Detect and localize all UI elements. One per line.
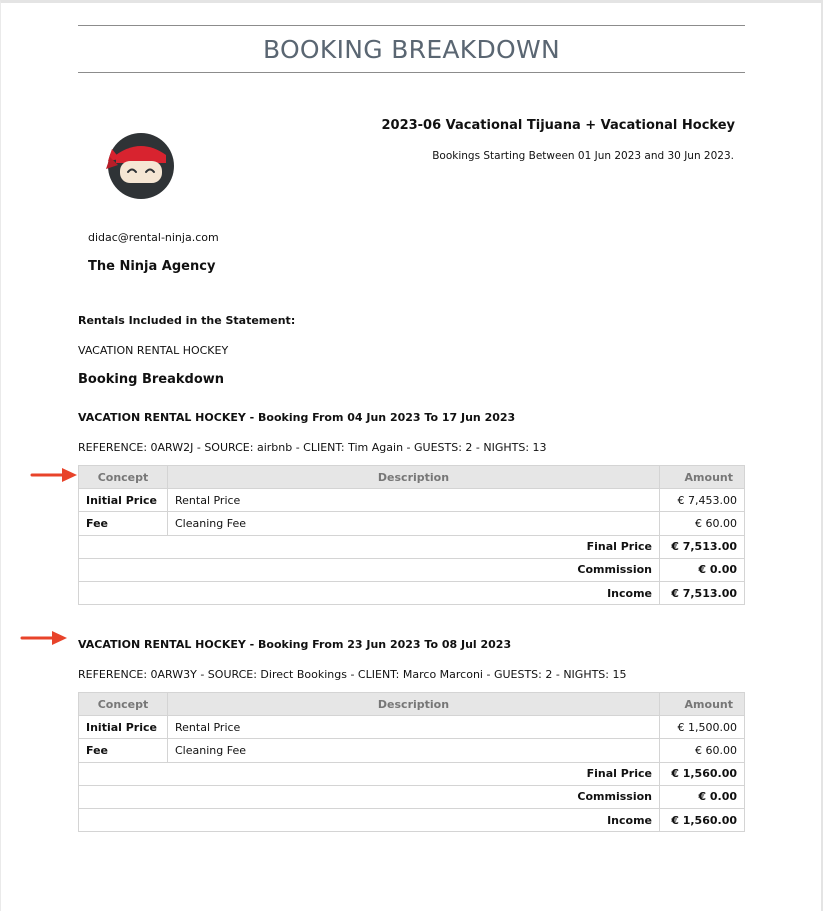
summary-label: Commission	[79, 558, 660, 581]
table-row	[79, 716, 745, 739]
booking-breakdown-heading: Booking Breakdown	[78, 372, 225, 387]
table-row	[79, 512, 745, 535]
summary-row-income	[79, 581, 745, 604]
line-description: Cleaning Fee	[168, 512, 660, 535]
line-amount: € 60.00	[660, 512, 745, 535]
table-row	[79, 739, 745, 762]
summary-label: Income	[79, 808, 660, 831]
line-description: Rental Price	[168, 489, 660, 512]
line-concept: Fee	[79, 512, 168, 535]
title-block	[78, 25, 745, 73]
booking-reference: REFERENCE: 0ARW3Y - SOURCE: Direct Bookings - CLIENT: Marco Marconi - GUESTS: 2 - NIGHTS: 15	[78, 668, 627, 681]
summary-value: € 0.00	[660, 558, 745, 581]
booking-reference: REFERENCE: 0ARW2J - SOURCE: airbnb - CLIENT: Tim Again - GUESTS: 2 - NIGHTS: 13	[78, 441, 547, 454]
rentals-heading: Rentals Included in the Statement:	[78, 314, 296, 327]
column-header-concept: Concept	[79, 466, 168, 489]
summary-label: Final Price	[79, 762, 660, 785]
table-header-row	[79, 693, 745, 716]
column-header-amount: Amount	[660, 466, 745, 489]
summary-value: € 1,560.00	[660, 762, 745, 785]
line-concept: Initial Price	[79, 489, 168, 512]
line-amount: € 1,500.00	[660, 716, 745, 739]
agency-name: The Ninja Agency	[88, 259, 216, 274]
line-concept: Initial Price	[79, 716, 168, 739]
summary-row-commission	[79, 558, 745, 581]
red-arrow-icon	[20, 630, 68, 646]
line-concept: Fee	[79, 739, 168, 762]
column-header-description: Description	[168, 466, 660, 489]
column-header-description: Description	[168, 693, 660, 716]
statement-date-range: Bookings Starting Between 01 Jun 2023 and 30 Jun 2023.	[432, 150, 734, 162]
line-description: Cleaning Fee	[168, 739, 660, 762]
column-header-concept: Concept	[79, 693, 168, 716]
line-amount: € 60.00	[660, 739, 745, 762]
booking-table	[78, 465, 745, 605]
ninja-avatar-icon	[106, 131, 176, 201]
booking-title: VACATION RENTAL HOCKEY - Booking From 04 Jun 2023 To 17 Jun 2023	[78, 411, 516, 424]
red-arrow-icon	[30, 467, 78, 483]
line-amount: € 7,453.00	[660, 489, 745, 512]
summary-value: € 0.00	[660, 785, 745, 808]
summary-value: € 1,560.00	[660, 808, 745, 831]
summary-row-income	[79, 808, 745, 831]
booking-title: VACATION RENTAL HOCKEY - Booking From 23 Jun 2023 To 08 Jul 2023	[78, 638, 512, 651]
table-header-row	[79, 466, 745, 489]
summary-value: € 7,513.00	[660, 535, 745, 558]
summary-label: Final Price	[79, 535, 660, 558]
page-title: BOOKING BREAKDOWN	[262, 34, 561, 64]
column-header-amount: Amount	[660, 693, 745, 716]
table-row	[79, 489, 745, 512]
summary-row-commission	[79, 785, 745, 808]
agency-email: didac@rental-ninja.com	[88, 231, 219, 244]
line-description: Rental Price	[168, 716, 660, 739]
summary-row-final-price	[79, 535, 745, 558]
summary-value: € 7,513.00	[660, 581, 745, 604]
summary-row-final-price	[79, 762, 745, 785]
summary-label: Commission	[79, 785, 660, 808]
statement-title: 2023-06 Vacational Tijuana + Vacational Hockey	[381, 118, 735, 133]
summary-label: Income	[79, 581, 660, 604]
booking-table	[78, 692, 745, 832]
rentals-list-item: VACATION RENTAL HOCKEY	[78, 344, 229, 357]
